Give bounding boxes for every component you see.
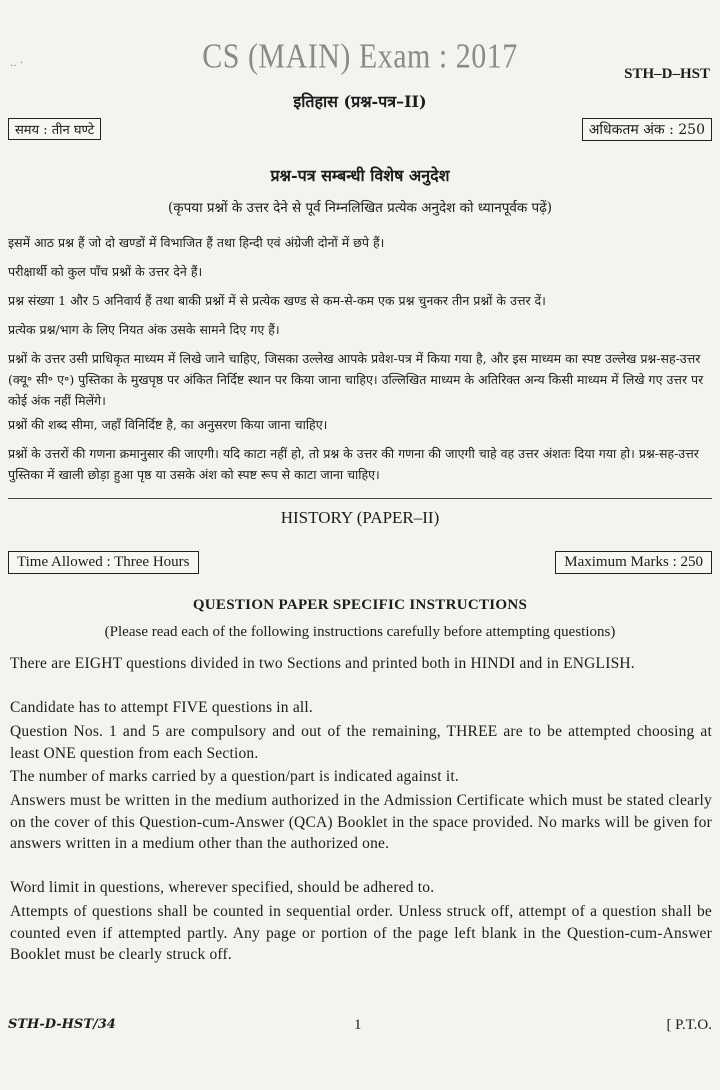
footer-paper-code: STH-D-HST/34 [8, 1017, 116, 1032]
margin-scribble: ‥ · [10, 58, 24, 69]
english-instruction-7: Attempts of questions shall be counted in sequential order. Unless struck off, attempt of a question shall be counted even if attempted partly. Any page or portion of the page left blank in the Question-cum-Answer Booklet must be clearly struck off. [10, 903, 712, 963]
english-instruction-6: Word limit in questions, wherever specified, should be adhered to. [10, 879, 435, 896]
time-allowed-box: Time Allowed : Three Hours [8, 551, 199, 574]
english-subject-title: HISTORY (PAPER–II) [280, 508, 440, 527]
hindi-instruction-5: प्रश्नों के उत्तर उसी प्राधिकृत माध्यम में लिखे जाने चाहिए, जिसका उल्लेख आपके प्रवेश-पत्र में किया गया है, और इस माध्यम का स्पष्ट उल्लेख प्रश्न-सह-उत्तर (क्यू॰ सी॰ ए॰) पुस्तिका के मुखपृष्ठ पर अंकित निर्दिष्ट स्थान पर किया जाना चाहिए। उल्लिखित माध्यम के अतिरिक्त अन्य किसी माध्यम में लिखे गए उत्तर पर कोई अंक नहीं मिलेंगे। [8, 351, 704, 408]
exam-title: CS (MAIN) Exam : 2017 [202, 37, 518, 76]
english-instruction-3: Question Nos. 1 and 5 are compulsory and out of the remaining, THREE are to be attempted choosing at least ONE question from each Section. [10, 723, 712, 762]
hindi-subject-title: इतिहास (प्रश्न-पत्र–II) [293, 92, 427, 111]
maximum-marks-box: Maximum Marks : 250 [555, 551, 712, 574]
hindi-instruction-7: प्रश्नों के उत्तरों की गणना क्रमानुसार की जाएगी। यदि काटा नहीं हो, तो प्रश्न के उत्तर की गणना की जाएगी चाहे वह उत्तर अंशतः दिया गया हो। प्रश्न-सह-उत्तर पुस्तिका में खाली छोड़ा हुआ पृष्ठ या उसके अंश को स्पष्ट रूप से काटा जाना चाहिए। [8, 446, 699, 482]
footer-page-number: 1 [354, 1017, 362, 1033]
paper-code: STH–D–HST [624, 66, 710, 82]
hindi-instructions-subheading: (कृपया प्रश्नों के उत्तर देने से पूर्व निम्नलिखित प्रत्येक अनुदेश को ध्यानपूर्वक पढ़ें) [167, 200, 553, 216]
hindi-instruction-4: प्रत्येक प्रश्न/भाग के लिए नियत अंक उसके सामने दिए गए हैं। [8, 322, 280, 337]
hindi-marks-box: अधिकतम अंक : 250 [582, 118, 712, 141]
hindi-instruction-3: प्रश्न संख्या 1 और 5 अनिवार्य हैं तथा बाकी प्रश्नों में से प्रत्येक खण्ड से कम-से-कम एक प्रश्न चुनकर तीन प्रश्नों के उत्तर दें। [8, 293, 546, 308]
english-instruction-5: Answers must be written in the medium authorized in the Admission Certificate which must be stated clearly on the cover of this Question-cum-Answer (QCA) Booklet in the space provided. No marks will be given for answers written in a medium other than the authorized one. [10, 792, 712, 852]
hindi-instruction-2: परीक्षार्थी को कुल पाँच प्रश्नों के उत्तर देने हैं। [8, 264, 203, 279]
footer-pto: [ P.T.O. [666, 1017, 712, 1033]
hindi-instruction-6: प्रश्नों की शब्द सीमा, जहाँ विनिर्दिष्ट है, का अनुसरण किया जाना चाहिए। [8, 417, 328, 432]
hindi-time-box: समय : तीन घण्टे [8, 118, 101, 140]
section-divider [8, 498, 712, 499]
english-instructions-heading: QUESTION PAPER SPECIFIC INSTRUCTIONS [192, 597, 528, 613]
english-instruction-2: Candidate has to attempt FIVE questions in all. [10, 699, 313, 716]
english-instruction-1: There are EIGHT questions divided in two Sections and printed both in HINDI and in ENGLISH. [10, 655, 635, 672]
hindi-instruction-1: इसमें आठ प्रश्न हैं जो दो खण्डों में विभाजित हैं तथा हिन्दी एवं अंग्रेजी दोनों में छपे हैं। [8, 235, 385, 250]
english-instructions-subheading: (Please read each of the following instructions carefully before attempting questions) [104, 624, 616, 640]
hindi-instructions-heading: प्रश्न-पत्र सम्बन्धी विशेष अनुदेश [270, 166, 450, 185]
english-instruction-4: The number of marks carried by a question/part is indicated against it. [10, 768, 459, 785]
